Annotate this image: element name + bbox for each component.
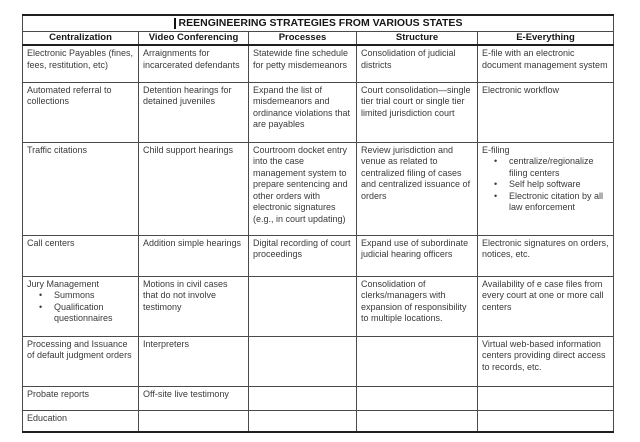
table-title-cell (23, 15, 614, 32)
cell-text: Jury Management (27, 278, 100, 289)
table-cell: Review jurisdiction and venue as related to centralized filing of cases and centralized issuance of orders (357, 142, 478, 235)
table-title: REENGINEERING STRATEGIES FROM VARIOUS STATES (178, 16, 463, 29)
table-cell: Call centers (23, 235, 139, 276)
table-cell: Availability of e case files from every court at one or more call centers (478, 276, 614, 336)
bullet-icon: • (39, 301, 43, 312)
table-cell: Expand the list of misdemeanors and ordinance violations that are payables (249, 82, 357, 142)
table-cell (139, 410, 249, 432)
table-cell: Off-site live testimony (139, 386, 249, 410)
cell-text: E-filing (482, 144, 510, 155)
bullet-text: Electronic citation by all law enforcement (509, 190, 604, 212)
table-cell: Interpreters (139, 336, 249, 386)
table-row (23, 45, 614, 82)
table-cell (478, 142, 614, 235)
table-cell: Electronic workflow (478, 82, 614, 142)
bullet-item (482, 191, 609, 214)
table-cell (249, 276, 357, 336)
table-cell: Consolidation of judicial districts (357, 45, 478, 82)
table-cell: Digital recording of court proceedings (249, 235, 357, 276)
bullet-text: Summons (54, 290, 95, 300)
table-cell: Education (23, 410, 139, 432)
table-cell (357, 410, 478, 432)
table-cell: Statewide fine schedule for petty misdemeanors (249, 45, 357, 82)
table-header-row (23, 32, 614, 46)
column-header-centralization: Centralization (23, 32, 139, 46)
bullet-list (482, 156, 609, 214)
column-header-structure: Structure (357, 32, 478, 46)
bullet-list (27, 290, 134, 325)
table-row (23, 82, 614, 142)
bullet-text: Self help software (509, 179, 581, 189)
bullet-icon: • (494, 156, 498, 166)
table-cell: Consolidation of clerks/managers with expansion of responsibility to multiple locations. (357, 276, 478, 336)
bullet-text: centralize/regionalize filing centers (509, 156, 594, 178)
table-cell: Court consolidation—single tier trial court or single tier limited jurisdiction court (357, 82, 478, 142)
bullet-item (482, 179, 609, 191)
table-cell: Virtual web-based information centers providing direct access to records, etc. (478, 336, 614, 386)
title-wrap (23, 16, 613, 31)
bullet-icon: • (494, 179, 498, 189)
reengineering-table (22, 14, 614, 433)
table-cell: Child support hearings (139, 142, 249, 235)
table-cell (478, 410, 614, 432)
bullet-item (482, 156, 609, 179)
bullet-icon: • (494, 190, 498, 201)
table-cell: Probate reports (23, 386, 139, 410)
table-cell: Courtroom docket entry into the case management system to prepare sentencing and other orders with electronic signatures (e.g., in court updating) (249, 142, 357, 235)
table-cell: Processing and Issuance of default judgment orders (23, 336, 139, 386)
table-cell (23, 276, 139, 336)
table-cell: Addition simple hearings (139, 235, 249, 276)
table-row (23, 386, 614, 410)
text-cursor (174, 18, 176, 29)
table-row (23, 276, 614, 336)
table-cell (478, 386, 614, 410)
table-cell: Traffic citations (23, 142, 139, 235)
bullet-icon: • (39, 290, 43, 300)
table-cell (249, 410, 357, 432)
bullet-item (27, 302, 134, 325)
table-cell: Electronic Payables (fines, fees, restitution, etc) (23, 45, 139, 82)
column-header-e-everything: E-Everything (478, 32, 614, 46)
table-cell (249, 336, 357, 386)
table-cell: Expand use of subordinate judicial hearing officers (357, 235, 478, 276)
table-cell: E-file with an electronic document management system (478, 45, 614, 82)
table-cell: Automated referral to collections (23, 82, 139, 142)
table-cell: Motions in civil cases that do not involve testimony (139, 276, 249, 336)
table-cell: Detention hearings for detained juveniles (139, 82, 249, 142)
bullet-item (27, 290, 134, 302)
column-header-video-conferencing: Video Conferencing (139, 32, 249, 46)
table-row (23, 235, 614, 276)
table-cell (357, 386, 478, 410)
column-header-processes: Processes (249, 32, 357, 46)
table-row (23, 410, 614, 432)
bullet-text: Qualification questionnaires (54, 301, 113, 323)
table-cell: Electronic signatures on orders, notices, etc. (478, 235, 614, 276)
table-row (23, 142, 614, 235)
table-row (23, 336, 614, 386)
table-cell (357, 336, 478, 386)
table-title-row (23, 15, 614, 32)
table-cell: Arraignments for incarcerated defendants (139, 45, 249, 82)
table-cell (249, 386, 357, 410)
